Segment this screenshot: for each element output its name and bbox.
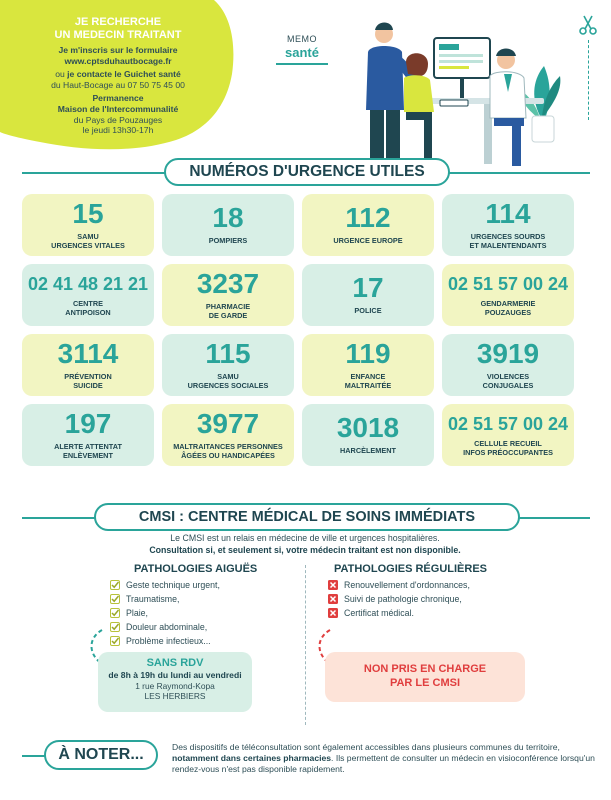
- memo-sante-label: [270, 34, 334, 65]
- doctor-search-title-2: UN MEDECIN TRAITANT: [54, 28, 182, 41]
- urgency-card: [442, 264, 574, 326]
- urgency-label-line: MALTRAITÉE: [344, 380, 392, 390]
- or-text: ou: [55, 69, 68, 80]
- list-item: [328, 606, 470, 620]
- list-item: [110, 606, 220, 620]
- urgency-label-line: SAMU: [217, 371, 239, 381]
- a-noter-text: [172, 742, 597, 776]
- urgency-label-line: PHARMACIE: [205, 301, 251, 311]
- non-pris-en-charge-box: [325, 652, 525, 702]
- urgency-label-line: HARCÈLEMENT: [340, 446, 396, 456]
- list-item-text: Douleur abdominale,: [126, 622, 208, 632]
- urgency-label: [206, 303, 250, 320]
- urgency-label-line: URGENCES SOURDS: [470, 231, 546, 241]
- urgency-label-line: PRÉVENTION: [64, 371, 112, 381]
- urgency-card: [302, 334, 434, 396]
- sans-rdv-hours: de 8h à 19h du lundi au vendredi: [108, 670, 242, 680]
- memo-underline: [276, 63, 328, 65]
- list-item-text: Certificat médical.: [344, 608, 414, 618]
- urgency-label-line: DE GARDE: [208, 310, 248, 320]
- list-item: [328, 592, 470, 606]
- permanence-label: Permanence: [92, 93, 144, 104]
- a-noter-title: À NOTER...: [44, 740, 158, 770]
- urgency-card: [442, 334, 574, 396]
- sans-rdv-address: 1 rue Raymond-Kopa: [135, 680, 215, 691]
- a-noter-text-2: . Ils permettent de consulter un médecin en visioconférence lorsqu'un rendez-vous n'est pas disponible rapidement.: [172, 753, 595, 775]
- urgency-label: [481, 300, 536, 317]
- urgency-number[interactable]: 3114: [57, 337, 119, 369]
- urgency-card: [442, 194, 574, 256]
- urgency-label-line: POUZAUGES: [484, 307, 532, 317]
- urgency-number[interactable]: 02 51 57 00 24: [447, 413, 569, 434]
- urgency-label-line: ET MALENTENDANTS: [469, 240, 547, 250]
- memo-main: santé: [285, 45, 319, 60]
- urgency-label-line: MALTRAITANCES PERSONNES: [173, 441, 283, 451]
- urgency-number[interactable]: 3977: [196, 407, 260, 439]
- urgency-card: [22, 264, 154, 326]
- cross-icon: [328, 608, 338, 618]
- urgency-label: [469, 233, 546, 250]
- urgency-label-line: VIOLENCES: [486, 371, 530, 381]
- urgency-label: [188, 373, 269, 390]
- urgency-card: [22, 194, 154, 256]
- urgency-label: [54, 443, 122, 460]
- urgency-label: [333, 237, 402, 246]
- check-icon: [110, 580, 120, 590]
- urgency-card: [162, 264, 294, 326]
- urgency-label-line: URGENCES SOCIALES: [187, 380, 269, 390]
- cmsi-intro-text: Le CMSI est un relais en médecine de ville et urgences hospitalières.: [170, 533, 440, 543]
- list-item-text: Suivi de pathologie chronique,: [344, 594, 462, 604]
- urgency-number[interactable]: 3237: [196, 267, 260, 299]
- urgency-label: [345, 373, 391, 390]
- urgency-number[interactable]: 15: [72, 197, 104, 229]
- guichet-text: je contacte le Guichet santé: [67, 69, 181, 80]
- a-noter-text-bold: notamment dans certaines pharmacies: [172, 753, 332, 764]
- a-noter-text-1: Des dispositifs de téléconsultation sont également accessibles dans plusieurs communes du territoire,: [172, 742, 560, 752]
- urgency-card: [22, 334, 154, 396]
- urgency-label-line: CENTRE: [73, 298, 103, 308]
- urgency-label-line: GENDARMERIE: [480, 298, 536, 308]
- urgency-label-line: ÂGÉES OU HANDICAPÉES: [181, 450, 275, 460]
- guichet-phone: du Haut-Bocage au 07 50 75 45 00: [51, 79, 185, 90]
- check-icon: [110, 594, 120, 604]
- urgency-label-line: CONJUGALES: [482, 380, 534, 390]
- pathologies-aigues-title: PATHOLOGIES AIGUËS: [134, 563, 258, 575]
- urgency-card: [302, 264, 434, 326]
- urgency-card: [22, 404, 154, 466]
- urgency-number[interactable]: 119: [345, 337, 391, 369]
- cross-icon: [328, 580, 338, 590]
- list-item-text: Plaie,: [126, 608, 149, 618]
- urgency-label: [463, 440, 553, 457]
- urgency-label: [51, 233, 125, 250]
- sans-rdv-box: [98, 652, 252, 712]
- urgency-label-line: ALERTE ATTENTAT: [54, 441, 122, 451]
- list-item-text: Renouvellement d'ordonnances,: [344, 580, 470, 590]
- list-item: [328, 578, 470, 592]
- urgency-label: [354, 307, 381, 316]
- urgency-number[interactable]: 197: [64, 407, 112, 439]
- doctor-search-title-1: JE RECHERCHE: [74, 16, 162, 28]
- urgency-card: [302, 404, 434, 466]
- urgency-label-line: SAMU: [77, 231, 99, 241]
- regulieres-list: [328, 578, 470, 620]
- list-item: [110, 592, 220, 606]
- permanence-place: Maison de l'Intercommunalité: [57, 103, 179, 114]
- urgency-label-line: SUICIDE: [73, 380, 103, 390]
- pathologies-regulieres-title: PATHOLOGIES RÉGULIÈRES: [334, 563, 487, 575]
- cut-line: [588, 40, 589, 120]
- scissors-icon: [577, 14, 599, 36]
- cmsi-intro: [60, 533, 550, 556]
- cmsi-title: CMSI : CENTRE MÉDICAL DE SOINS IMMÉDIATS: [94, 503, 520, 531]
- non-pris-line-1: NON PRIS EN CHARGE: [363, 663, 487, 675]
- sans-rdv-title: SANS RDV: [146, 657, 204, 669]
- urgency-label: [340, 447, 396, 456]
- doctor-search-info: [20, 16, 216, 136]
- urgency-number[interactable]: 3018: [336, 412, 400, 444]
- urgency-number[interactable]: 02 51 57 00 24: [447, 273, 569, 294]
- non-pris-line-2: PAR LE CMSI: [389, 677, 461, 689]
- sans-rdv-city: LES HERBIERS: [144, 691, 206, 701]
- list-item-text: Problème infectieux...: [126, 636, 211, 646]
- urgency-card: [162, 404, 294, 466]
- urgency-label-line: ENLÈVEMENT: [63, 450, 113, 460]
- urgency-number[interactable]: 18: [212, 202, 244, 234]
- cross-icon: [328, 594, 338, 604]
- urgency-label-line: URGENCES VITALES: [51, 240, 125, 250]
- urgency-number[interactable]: 114: [485, 197, 531, 229]
- doctor-consultation-illustration: [344, 16, 566, 176]
- urgency-card: [162, 334, 294, 396]
- list-item: [110, 578, 220, 592]
- urgency-number[interactable]: 112: [345, 202, 391, 234]
- urgency-label-line: INFOS PRÉOCCUPANTES: [463, 447, 553, 457]
- urgency-card: [162, 194, 294, 256]
- urgency-label-line: ENFANCE: [350, 371, 386, 381]
- urgency-label-line: ANTIPOISON: [65, 307, 111, 317]
- urgency-number[interactable]: 02 41 48 21 21: [27, 273, 149, 294]
- urgency-numbers-grid: [22, 194, 574, 466]
- urgency-label-line: POLICE: [354, 306, 382, 316]
- urgency-label: [209, 237, 248, 246]
- noter-line: [22, 755, 46, 757]
- urgency-label: [173, 443, 283, 460]
- permanence-hours: le jeudi 13h30-17h: [82, 125, 154, 136]
- cmsi-intro-strong: Consultation si, et seulement si, votre médecin traitant est non disponible.: [149, 544, 461, 555]
- urgency-label: [64, 373, 111, 390]
- urgency-card: [302, 194, 434, 256]
- urgency-number[interactable]: 115: [205, 337, 251, 369]
- urgency-label: [483, 373, 534, 390]
- urgency-number[interactable]: 17: [352, 272, 384, 304]
- website-link[interactable]: www.cptsduhautbocage.fr: [64, 55, 172, 66]
- list-item-text: Geste technique urgent,: [126, 580, 220, 590]
- urgency-label: [65, 300, 110, 317]
- column-divider: [305, 565, 306, 725]
- form-text: Je m'inscris sur le formulaire: [58, 45, 178, 55]
- urgency-label-line: CELLULE RECUEIL: [474, 438, 542, 448]
- permanence-place-2: du Pays de Pouzauges: [73, 114, 163, 125]
- urgency-label-line: URGENCE EUROPE: [333, 236, 403, 246]
- check-icon: [110, 608, 120, 618]
- urgences-title: NUMÉROS D'URGENCE UTILES: [164, 158, 450, 186]
- urgency-number[interactable]: 3919: [476, 337, 540, 369]
- list-item-text: Traumatisme,: [126, 594, 180, 604]
- urgency-card: [442, 404, 574, 466]
- memo-top: MEMO: [287, 34, 317, 44]
- urgency-label-line: POMPIERS: [208, 236, 248, 246]
